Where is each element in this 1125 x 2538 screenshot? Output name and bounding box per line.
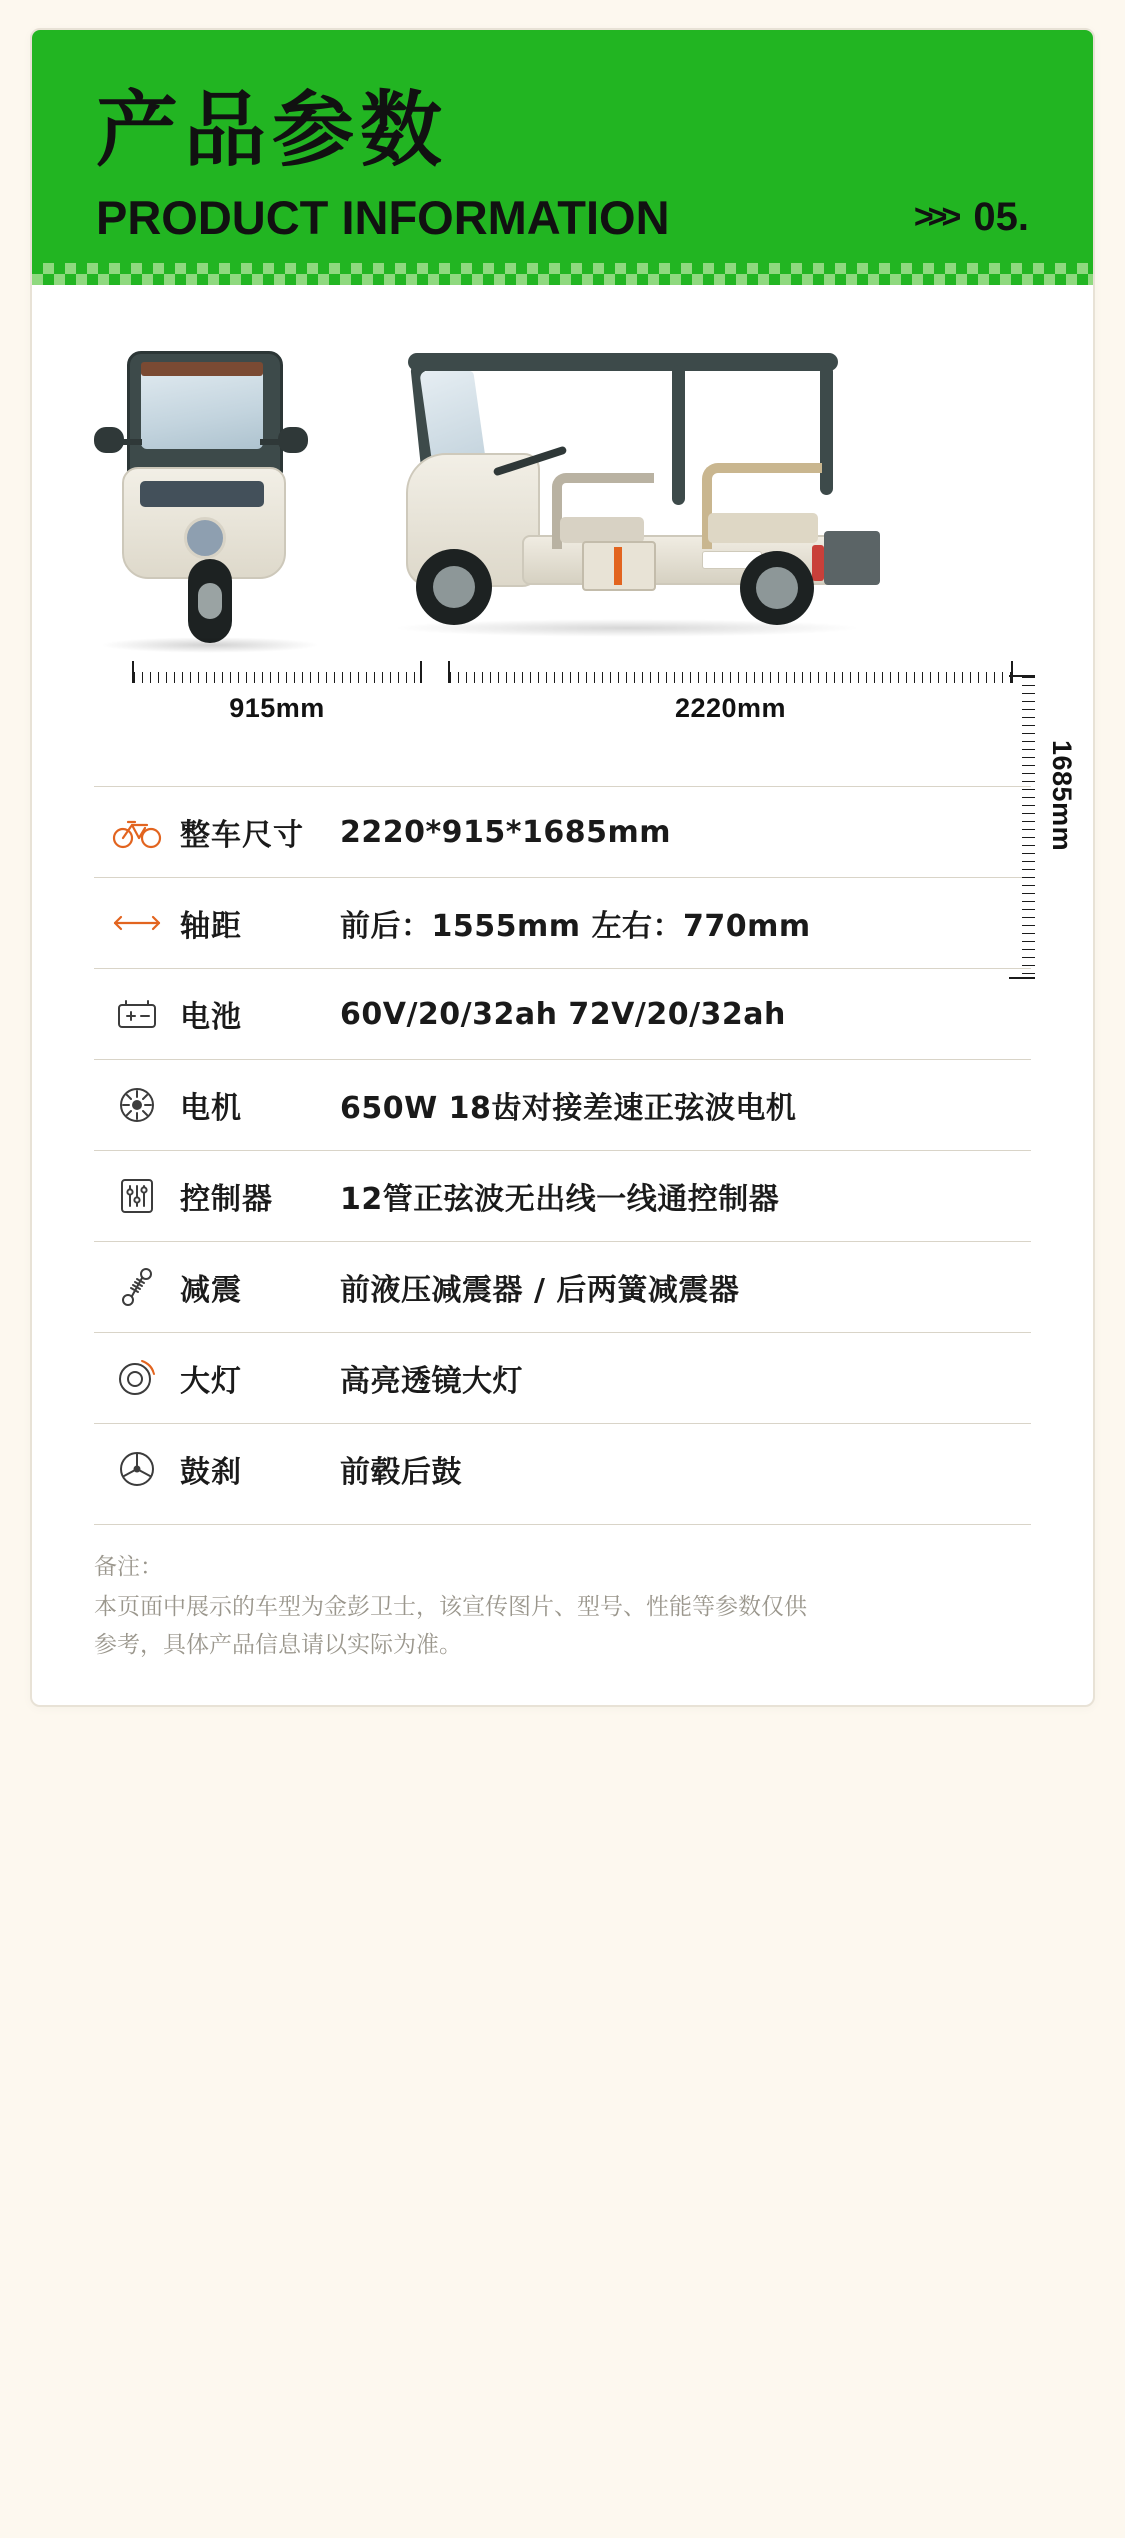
spec-label: 整车尺寸 bbox=[180, 818, 304, 854]
vehicle-side-view-image bbox=[372, 345, 1053, 655]
page-title-cn: 产品参数 bbox=[96, 83, 449, 178]
height-measure-label: 1685mm bbox=[1047, 740, 1077, 852]
spec-label: 减震 bbox=[180, 1273, 242, 1309]
spec-value: 前液压减震器 / 后两簧减震器 bbox=[340, 1273, 740, 1309]
side-seat-rear-cushion-shape bbox=[708, 513, 818, 543]
header-page-indicator bbox=[914, 197, 1029, 241]
spec-table bbox=[32, 734, 1093, 1524]
product-info-card bbox=[30, 28, 1095, 1707]
side-roof-shape bbox=[408, 353, 838, 371]
side-rear-wheel-shape bbox=[740, 551, 814, 625]
length-measure-block bbox=[448, 661, 1013, 724]
side-rear-rack-shape bbox=[824, 531, 880, 585]
arrows-icon bbox=[94, 912, 180, 934]
spec-value: 前后：1555mm 左右：770mm bbox=[340, 909, 811, 945]
table-row bbox=[94, 1332, 1031, 1423]
page-number: 05. bbox=[973, 195, 1029, 240]
spec-label: 大灯 bbox=[180, 1364, 242, 1400]
vehicle-front-view-image bbox=[92, 345, 342, 655]
chevrons-right-icon: >>> bbox=[913, 198, 956, 237]
spec-value: 60V/20/32ah 72V/20/32ah bbox=[340, 996, 786, 1032]
table-row bbox=[94, 1059, 1031, 1150]
width-measure-label: 915mm bbox=[229, 693, 325, 724]
battery-icon bbox=[94, 997, 180, 1031]
footnote-line-2: 参考，具体产品信息请以实际为准。 bbox=[94, 1632, 462, 1659]
table-row bbox=[94, 1423, 1031, 1514]
spec-value: 前毂后鼓 bbox=[340, 1455, 462, 1491]
front-windshield-shape bbox=[141, 369, 263, 449]
front-wheel-shape bbox=[188, 559, 232, 643]
table-row bbox=[94, 968, 1031, 1059]
side-battery-box-stripe bbox=[614, 547, 622, 585]
footnote-line-1: 本页面中展示的车型为金彭卫士，该宣传图片、型号、性能等参数仅供 bbox=[94, 1594, 807, 1621]
spec-label: 电池 bbox=[180, 1000, 242, 1036]
side-front-wheel-shape bbox=[416, 549, 492, 625]
spec-value: 12管正弦波无出线一线通控制器 bbox=[340, 1182, 780, 1218]
vehicle-illustrations bbox=[72, 325, 1053, 655]
side-taillight-shape bbox=[812, 545, 824, 581]
spec-label: 电机 bbox=[180, 1091, 242, 1127]
spec-value: 2220*915*1685mm bbox=[340, 814, 672, 850]
footnote bbox=[32, 1525, 1093, 1705]
page-header bbox=[32, 30, 1093, 263]
spec-value: 650W 18齿对接差速正弦波电机 bbox=[340, 1091, 797, 1127]
spec-label: 控制器 bbox=[180, 1182, 273, 1218]
headlight-icon bbox=[94, 1357, 180, 1399]
spec-label: 轴距 bbox=[180, 909, 242, 945]
front-mirror-right-shape bbox=[278, 427, 308, 453]
spec-label: 鼓刹 bbox=[180, 1455, 242, 1491]
width-measure-block bbox=[132, 661, 422, 724]
motor-icon bbox=[94, 1084, 180, 1126]
front-visor-shape bbox=[141, 362, 263, 376]
length-ruler bbox=[448, 661, 1013, 683]
table-row bbox=[94, 786, 1031, 877]
side-pillar-middle-shape bbox=[672, 365, 685, 505]
header-subtitle-row bbox=[96, 191, 1029, 245]
side-battery-box-shape bbox=[582, 541, 656, 591]
front-logo-shape bbox=[184, 517, 226, 559]
brake-icon bbox=[94, 1448, 180, 1490]
front-light-panel-shape bbox=[140, 481, 264, 507]
side-shadow-shape bbox=[392, 619, 862, 637]
front-shadow-shape bbox=[100, 637, 320, 653]
table-row bbox=[94, 1150, 1031, 1241]
width-ruler bbox=[132, 661, 422, 683]
shock-icon bbox=[94, 1265, 180, 1309]
side-seat-front-cushion-shape bbox=[560, 517, 644, 543]
footnote-title: 备注： bbox=[94, 1554, 163, 1581]
table-row bbox=[94, 1241, 1031, 1332]
page-title-en: PRODUCT INFORMATION bbox=[96, 191, 670, 245]
length-measure-label: 2220mm bbox=[674, 693, 787, 724]
measurement-rulers bbox=[72, 655, 1053, 724]
table-row bbox=[94, 877, 1031, 968]
controller-icon bbox=[94, 1176, 180, 1216]
checker-divider bbox=[32, 263, 1093, 285]
front-mirror-left-shape bbox=[94, 427, 124, 453]
bicycle-icon bbox=[94, 815, 180, 849]
spec-value: 高亮透镜大灯 bbox=[340, 1364, 523, 1400]
